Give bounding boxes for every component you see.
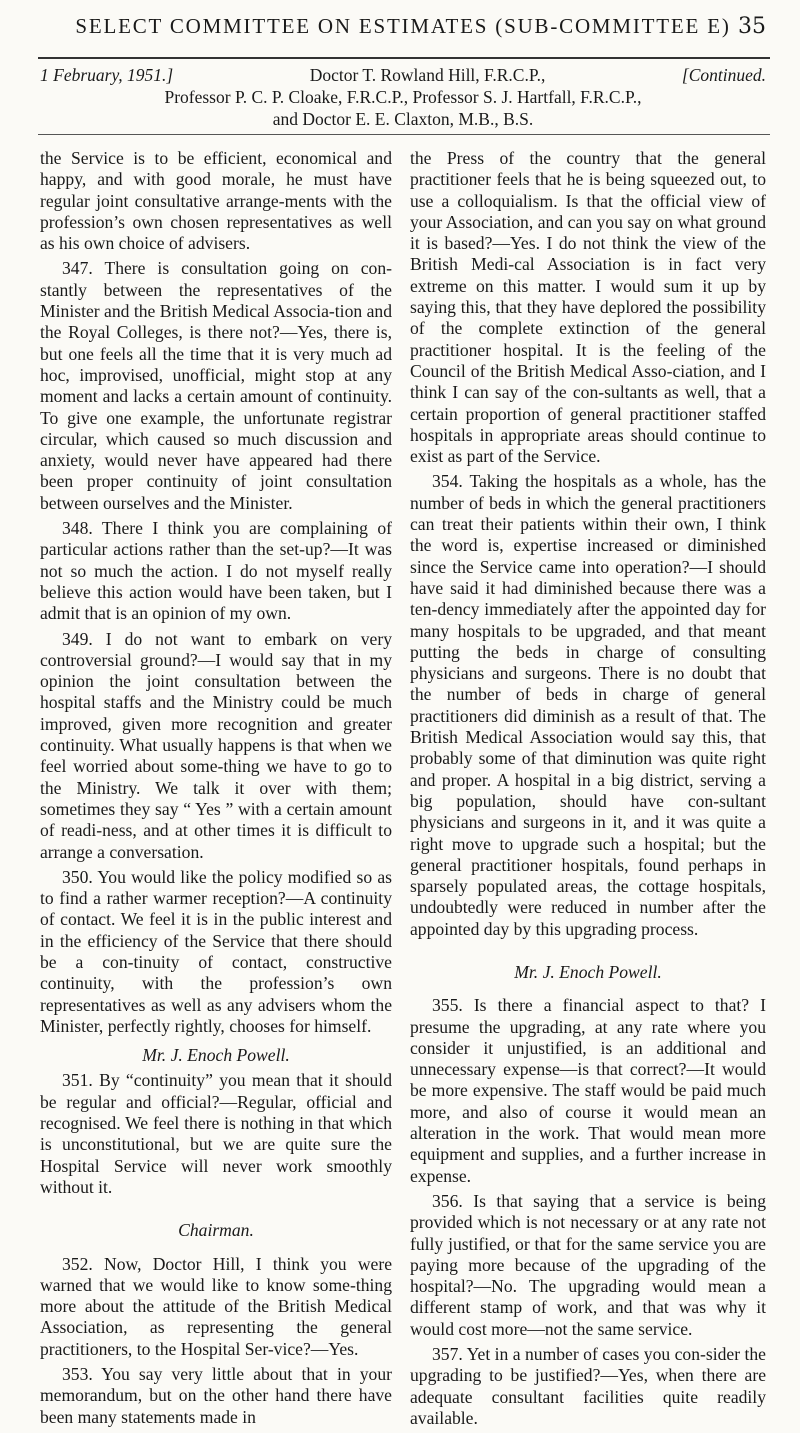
- session-date: 1 February, 1951.]: [40, 65, 174, 85]
- question-351: 351. By “continuity” you mean that it should be regular and official?—Regular, official and recognised. We feel there is nothing in that which is unconstitutional, but we are quite sure the Hospital Service will never work smoothly without it.: [40, 1070, 392, 1197]
- question-349: 349. I do not want to embark on very controversial ground?—I would say that in my opinion the joint consultation between the hospital staffs and the Ministry could be much improved, given more recognition and greater continuity. What usually happens is that when we feel worried about some-thing we have to go to the Ministry. We talk it over with them; sometimes they say “ Yes ” with a certain amount of readi-ness, and at other times it is difficult to arrange a conversation.: [40, 628, 392, 862]
- speaker-heading: Mr. J. Enoch Powell.: [142, 1045, 290, 1066]
- question-356: 356. Is that saying that a service is being provided which is not necessary or at any rate not fully justified, or that for the same service you are paying more because of the upgrading of the hospital?—No. The upgrading would mean a different stamp of work, and that was why it would cost more—not the same service.: [410, 1190, 766, 1339]
- witness-line-3: and Doctor E. E. Claxton, M.B., B.S.: [272, 109, 534, 129]
- witness-line-1: Doctor T. Rowland Hill, F.R.C.P.,: [309, 65, 546, 85]
- question-348: 348. There I think you are complaining of particular actions rather than the set-up?—It was not so much the action. I do not myself really believe this action would have been taken, but I admit that is an opinion of my own.: [40, 518, 392, 624]
- question-354: 354. Taking the hospitals as a whole, has the number of beds in which the general practitioners can treat their patients within their own, I think the word is, expertise increased or diminished since the Service came into operation?—I should have said it had diminished because there was a ten-dency immediately after the appointed day for many hospitals to be upgraded, and that meant putting the beds in charge of consulting physicians and surgeons. There is no doubt that the number of beds in charge of general practitioners did diminish as a result of that. The British Medical Association would say this, that probably some of that diminution was quite right and proper. A hospital in a big district, serving a big population, should have con-sultant physicians and surgeons in it, and it was quite a right move to upgrade such a hospital; but the general practitioner hospitals, found perhaps in sparsely populated areas, the cottage hospitals, undoubtedly were reduced in number after the appointed day by this upgrading process.: [410, 471, 766, 939]
- paragraph-continuation: the Service is to be efficient, economical and happy, and with good morale, he must have regular joint consultative arrange-ments with the profession’s own chosen representatives as well as his own choice of advisers.: [40, 148, 392, 254]
- question-353: 353. You say very little about that in your memorandum, but on the other hand there have been many statements made in: [40, 1364, 392, 1427]
- left-column: [40, 148, 392, 1432]
- running-head: [40, 14, 766, 52]
- page-number: 35: [738, 14, 766, 39]
- paragraph-continuation: the Press of the country that the general practitioner feels that he is being squeezed out, to use a colloquialism. Is that the official view of your Association, and can you say on what ground it is based?—Yes. I do not think the view of the British Medi-cal Association is in fact very extreme on this matter. I would sum it up by saying this, that they have deplored the possibility of the complete extinction of the general practitioner hospital. It is the feeling of the Council of the British Medical Asso-ciation, and I think I can say of the con-sultants as well, that a certain proportion of general practitioner staffed hospitals in appropriate areas should continue to exist as part of the Service.: [410, 148, 766, 467]
- question-347: 347. There is consultation going on con-stantly between the representatives of the Minister and the British Medical Associa-tion and the Royal Colleges, is there not?—Yes, there is, but one feels all the time that it is very much ad hoc, improvised, unofficial, might stop at any moment and lacks a certain amount of continuity. To give one example, the unfortunate registrar circular, which caused so much discussion and anxiety, would never have appeared had there been proper continuity of joint consultation between ourselves and the Minister.: [40, 258, 392, 513]
- header-rule: [38, 57, 770, 59]
- subheader-rule: [38, 134, 770, 135]
- question-352: 352. Now, Doctor Hill, I think you were warned that we would like to know some-thing more about the attitude of the British Medical Association, as representing the general practitioners, to the Hospital Ser-vice?—Yes.: [40, 1253, 392, 1359]
- speaker-heading: Mr. J. Enoch Powell.: [514, 961, 662, 982]
- question-355: 355. Is there a financial aspect to that? I presume the upgrading, at any rate where you consider it unjustified, is an additional and unnecessary expense—is that correct?—It would be more expensive. The staff would be paid much more, and also of course it would mean an alteration in the work. That would mean more equipment and supplies, and a further increase in expense.: [410, 995, 766, 1186]
- witness-header: [40, 64, 766, 130]
- page-header-title: SELECT COMMITTEE ON ESTIMATES (SUB-COMMITTEE E): [75, 14, 731, 38]
- question-357: 357. Yet in a number of cases you con-sider the upgrading to be justified?—Yes, when there are adequate consultant facilities quite readily available.: [410, 1344, 766, 1428]
- continued-label: [Continued.: [681, 65, 766, 85]
- right-column: [410, 148, 766, 1433]
- witness-line-2: Professor P. C. P. Cloake, F.R.C.P., Professor S. J. Hartfall, F.R.C.P.,: [164, 87, 642, 107]
- question-350: 350. You would like the policy modified so as to find a rather warmer reception?—A continuity of contact. We feel it is in the public interest and in the efficiency of the Service that there should be a con-tinuity of contact, constructive continuity, with the profession’s own representatives as well as any advisers whom the Minister, perfectly rightly, chooses for himself.: [40, 866, 392, 1036]
- speaker-heading: Chairman.: [178, 1220, 254, 1241]
